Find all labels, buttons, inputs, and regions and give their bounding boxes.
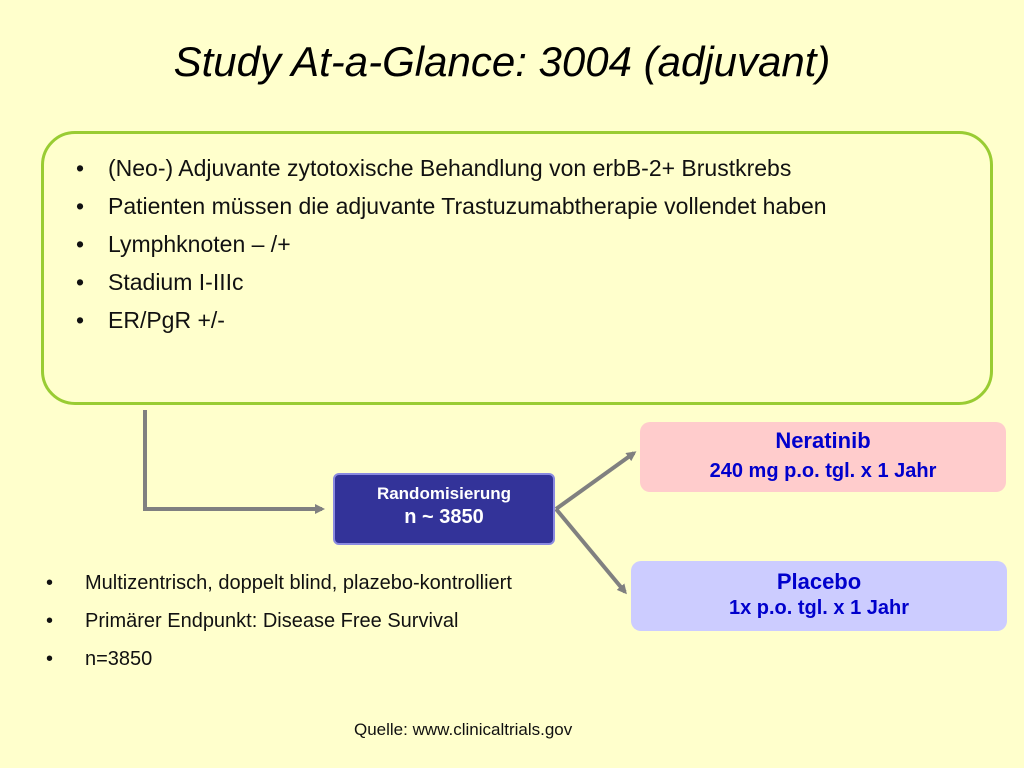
randomization-box <box>333 473 555 545</box>
neratinib-arm-box <box>640 422 1006 492</box>
placebo-arm-name: Placebo <box>776 569 862 594</box>
criteria-item: • (Neo-) Adjuvante zytotoxische Behandlung von erbB-2+ Brustkrebs <box>72 153 972 183</box>
criteria-item: • Patienten müssen die adjuvante Trastuzumabtherapie vollendet haben <box>72 191 972 221</box>
randomization-label: Randomisierung <box>376 484 512 503</box>
criteria-item: • Stadium I-IIIc <box>72 267 972 297</box>
criteria-to-randomization-connector <box>145 410 322 509</box>
neratinib-arm-dose: 240 mg p.o. tgl. x 1 Jahr <box>709 460 937 482</box>
design-item: • Primärer Endpunkt: Disease Free Survival <box>44 607 604 636</box>
study-design-list <box>44 569 604 683</box>
placebo-arm-box <box>631 561 1007 631</box>
slide-title: Study At-a-Glance: 3004 (adjuvant) <box>173 38 831 85</box>
randomization-to-neratinib-arrow <box>556 453 634 509</box>
design-item: • n=3850 <box>44 645 604 674</box>
criteria-item: • ER/PgR +/- <box>72 305 972 335</box>
randomization-n: n ~ 3850 <box>404 506 484 528</box>
criteria-item: • Lymphknoten – /+ <box>72 229 972 259</box>
placebo-arm-dose: 1x p.o. tgl. x 1 Jahr <box>728 597 910 619</box>
neratinib-arm-name: Neratinib <box>775 428 871 453</box>
source-note: Quelle: www.clinicaltrials.gov <box>354 720 573 739</box>
design-item: • Multizentrisch, doppelt blind, plazebo-kontrolliert <box>44 569 604 598</box>
